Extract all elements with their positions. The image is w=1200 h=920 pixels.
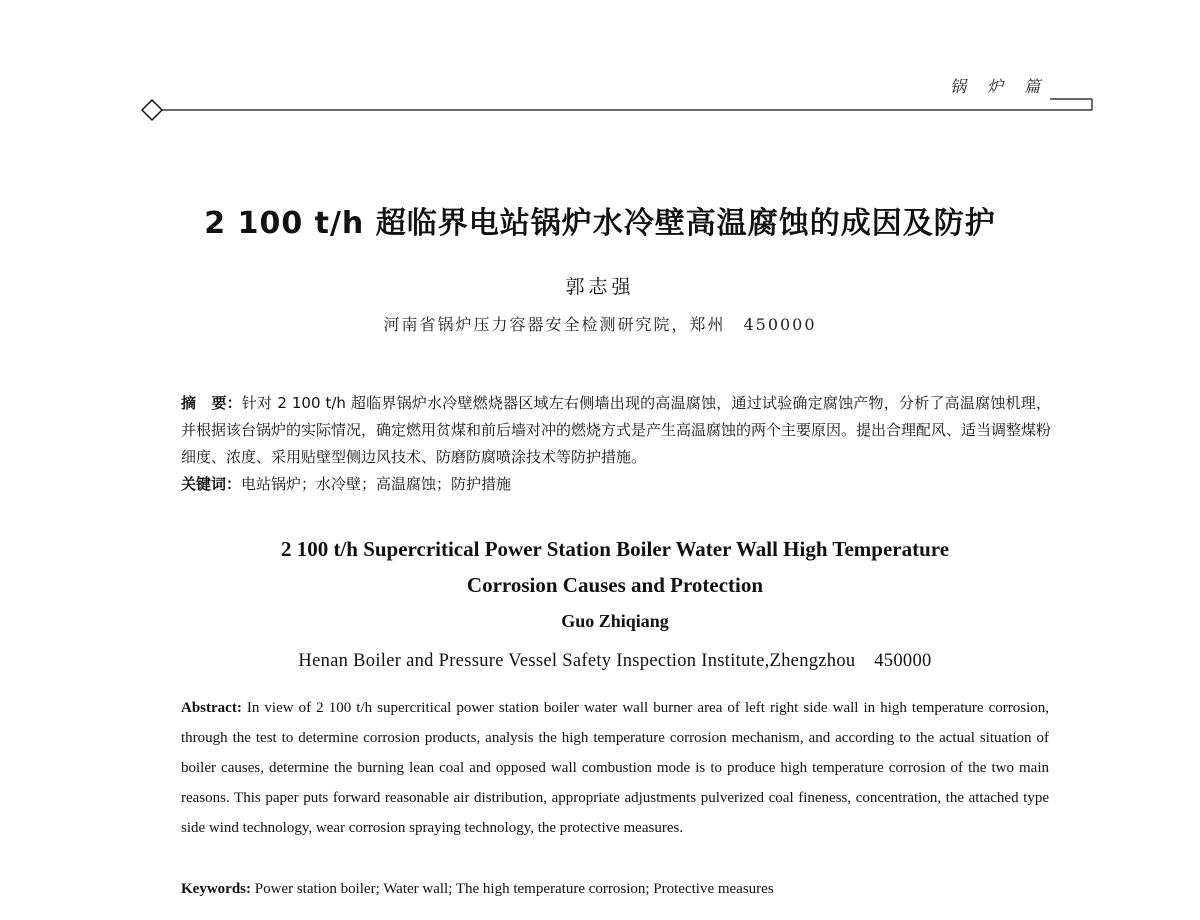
english-abstract [181, 693, 1049, 843]
chinese-author: 郭志强 [565, 276, 635, 298]
chinese-title: 2 100 t/h 超临界电站锅炉水冷壁高温腐蚀的成因及防护 [204, 206, 996, 241]
chinese-abstract-label: 摘 要： [181, 394, 242, 412]
english-keywords-text: Power station boiler; Water wall; The high temperature corrosion; Protective measures [251, 881, 774, 897]
english-abstract-label: Abstract: [181, 700, 242, 716]
chinese-abstract-text: 针对 2 100 t/h 超临界锅炉水冷壁燃烧器区域左右侧墙出现的高温腐蚀，通过试验确定腐蚀产物，分析了高温腐蚀机理，并根据该台锅炉的实际情况，确定燃用贫煤和前后墙对冲的燃烧方式是产生高温腐蚀的两个主要原因。提出合理配风、适当调整煤粉细度、浓度、采用贴壁型侧边风技术、防磨防腐喷涂技术等防护措施。 [181, 394, 1052, 466]
english-author: Guo Zhiqiang [561, 611, 669, 631]
section-tag: 锅 炉 篇 [950, 77, 1049, 96]
english-keywords-label: Keywords: [181, 881, 251, 897]
english-keywords [181, 876, 1049, 902]
chinese-keywords-label: 关键词： [181, 475, 242, 493]
english-affiliation: Henan Boiler and Pressure Vessel Safety Inspection Institute,Zhengzhou 450000 [298, 651, 932, 671]
chinese-abstract [181, 390, 1051, 498]
header-rule [0, 0, 1200, 130]
chinese-keywords-text: 电站锅炉；水冷壁；高温腐蚀；防护措施 [241, 475, 512, 493]
diamond-ornament-icon [142, 100, 162, 120]
english-abstract-text: In view of 2 100 t/h supercritical power station boiler water wall burner area of left right side wall in high temperature corrosion, through the test to determine corrosion products, analysis the high temperature corrosion mechanism, and according to the actual situation of boiler causes, determine the burning lean coal and opposed wall combustion mode is to produce high temperature corrosion of the two main reasons. This paper puts forward reasonable air distribution, appropriate adjustments pulverized coal fineness, concentration, the attached type side wind technology, wear corrosion spraying technology, the protective measures. [181, 700, 1049, 836]
english-title-line-1: 2 100 t/h Supercritical Power Station Boiler Water Wall High Temperature [280, 537, 950, 561]
chinese-affiliation: 河南省锅炉压力容器安全检测研究院，郑州 450000 [383, 315, 817, 334]
english-title-line-2: Corrosion Causes and Protection [466, 573, 764, 597]
